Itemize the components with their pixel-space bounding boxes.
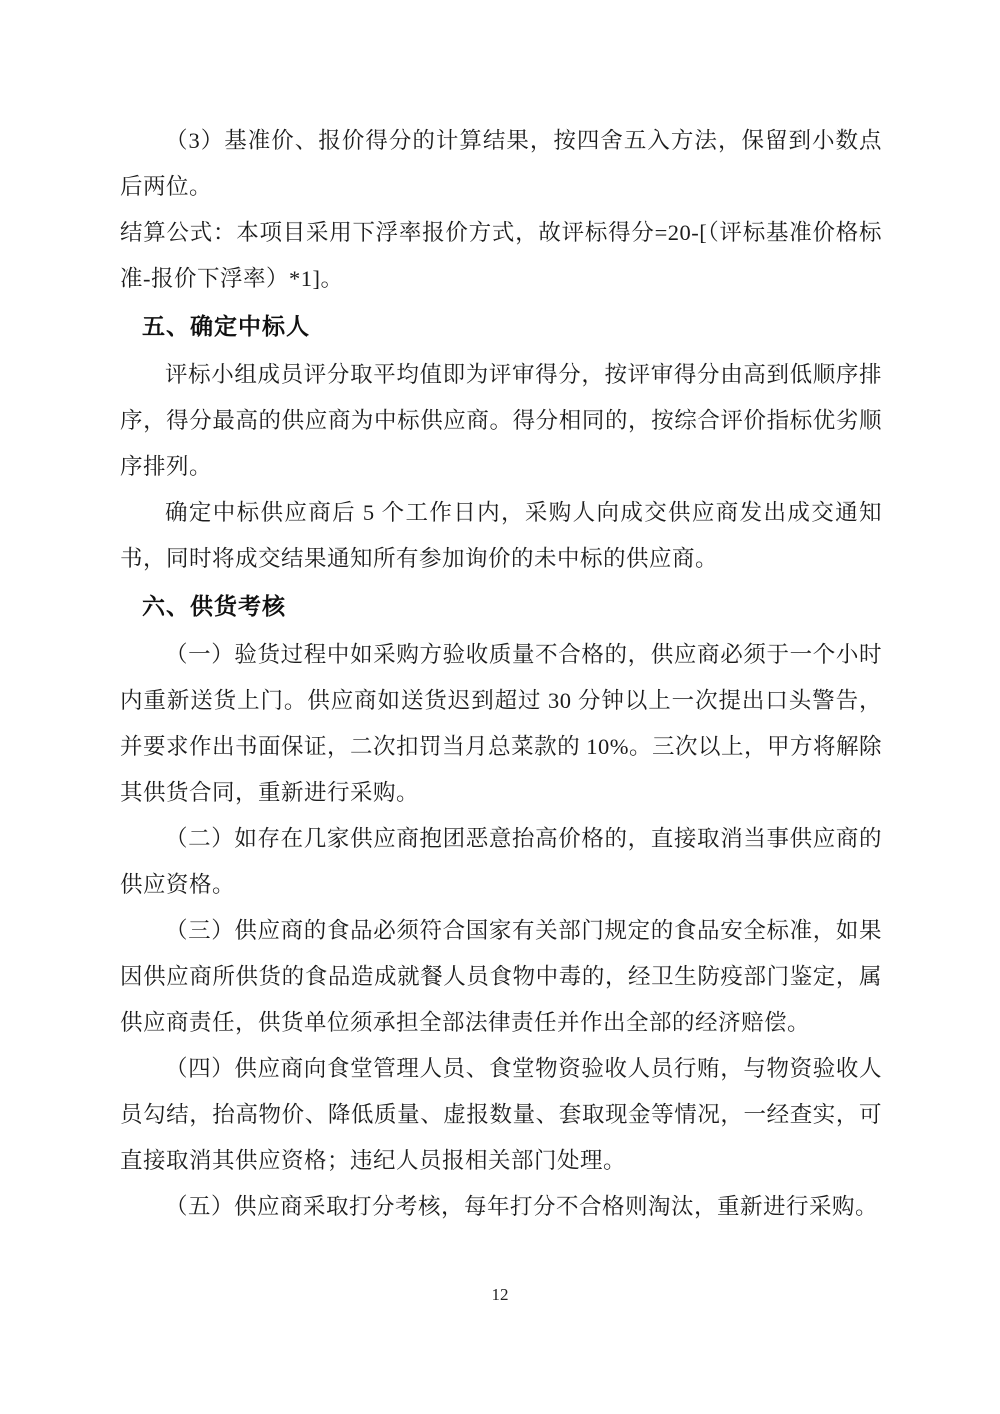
document-body [120,118,882,1230]
section-heading-determine-winner: 五、确定中标人 [142,314,310,339]
paragraph-assessment-item-3: （三）供应商的食品必须符合国家有关部门规定的食品安全标准，如果因供应商所供货的食品造成就餐人员食物中毒的，经卫生防疫部门鉴定，属供应商责任，供货单位须承担全部法律责任并作出全部的经济赔偿。 [120,918,882,1035]
paragraph-assessment-item-4: （四）供应商向食堂管理人员、食堂物资验收人员行贿，与物资验收人员勾结，抬高物价、降低质量、虚报数量、套取现金等情况，一经查实，可直接取消其供应资格；违纪人员报相关部门处理。 [120,1056,882,1173]
paragraph-assessment-item-1: （一）验货过程中如采购方验收质量不合格的，供应商必须于一个小时内重新送货上门。供应商如送货迟到超过 30 分钟以上一次提出口头警告，并要求作出书面保证，二次扣罚当月总菜款的 10%。三次以上，甲方将解除其供货合同，重新进行采购。 [120,642,882,805]
paragraph-calculation-rounding: （3）基准价、报价得分的计算结果，按四舍五入方法，保留到小数点后两位。 [120,128,882,199]
paragraph-assessment-item-2: （二）如存在几家供应商抱团恶意抬高价格的，直接取消当事供应商的供应资格。 [120,826,882,897]
page-number: 12 [491,1285,509,1304]
paragraph-assessment-item-5: （五）供应商采取打分考核，每年打分不合格则淘汰，重新进行采购。 [165,1194,879,1219]
section-heading-supply-assessment: 六、供货考核 [142,594,286,619]
paragraph-settlement-formula: 结算公式：本项目采用下浮率报价方式，故评标得分=20-[（评标基准价格标准-报价下浮率）*1]。 [120,220,882,291]
paragraph-average-score-ranking: 评标小组成员评分取平均值即为评审得分，按评审得分由高到低顺序排序，得分最高的供应商为中标供应商。得分相同的，按综合评价指标优劣顺序排列。 [120,362,882,479]
paragraph-award-notice: 确定中标供应商后 5 个工作日内，采购人向成交供应商发出成交通知书，同时将成交结果通知所有参加询价的未中标的供应商。 [120,500,882,571]
